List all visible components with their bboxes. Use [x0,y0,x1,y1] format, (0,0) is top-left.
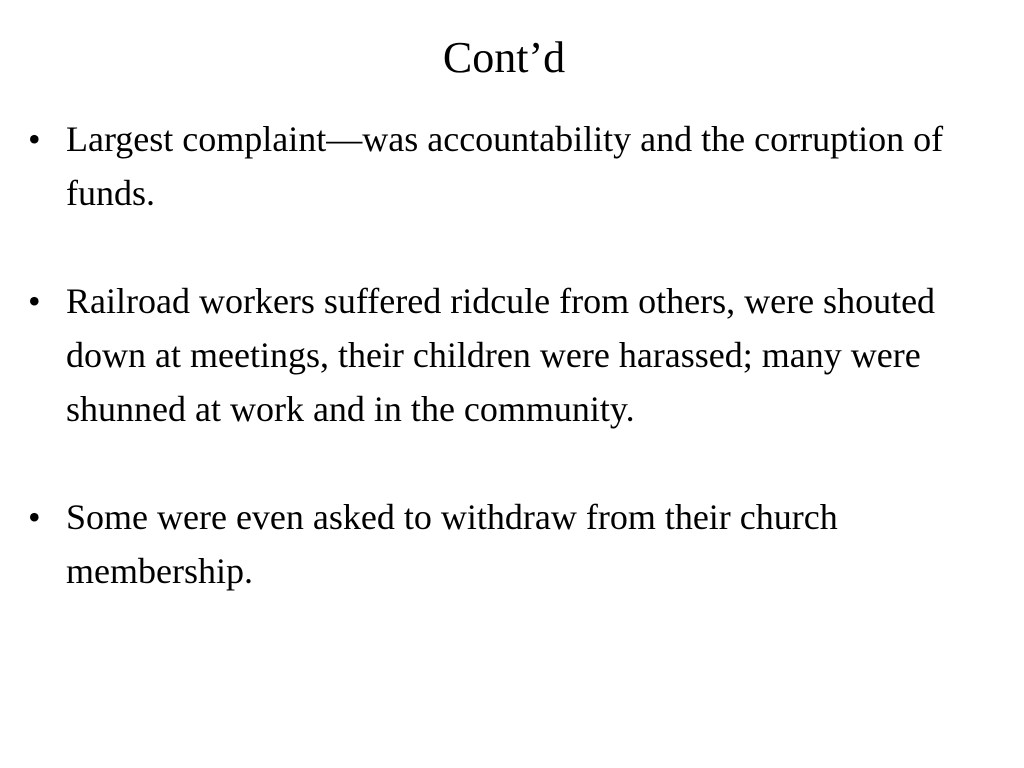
bullet-item-church [28,490,998,598]
bullet-icon: • [28,119,41,159]
bullet-item-accountability [28,112,998,220]
slide-title: Cont’d [442,33,566,82]
bullet-text: Some were even asked to withdraw from their church membership. [66,497,838,591]
bullet-text: Largest complaint—was accountability and the corruption of funds. [66,119,944,213]
bullet-list [28,112,998,598]
bullet-item-ridicule [28,274,998,436]
bullet-icon: • [28,281,41,321]
bullet-text: Railroad workers suffered ridcule from others, were shouted down at meetings, their children were harassed; many were shunned at work and in the community. [66,281,936,429]
bullet-icon: • [28,497,41,537]
